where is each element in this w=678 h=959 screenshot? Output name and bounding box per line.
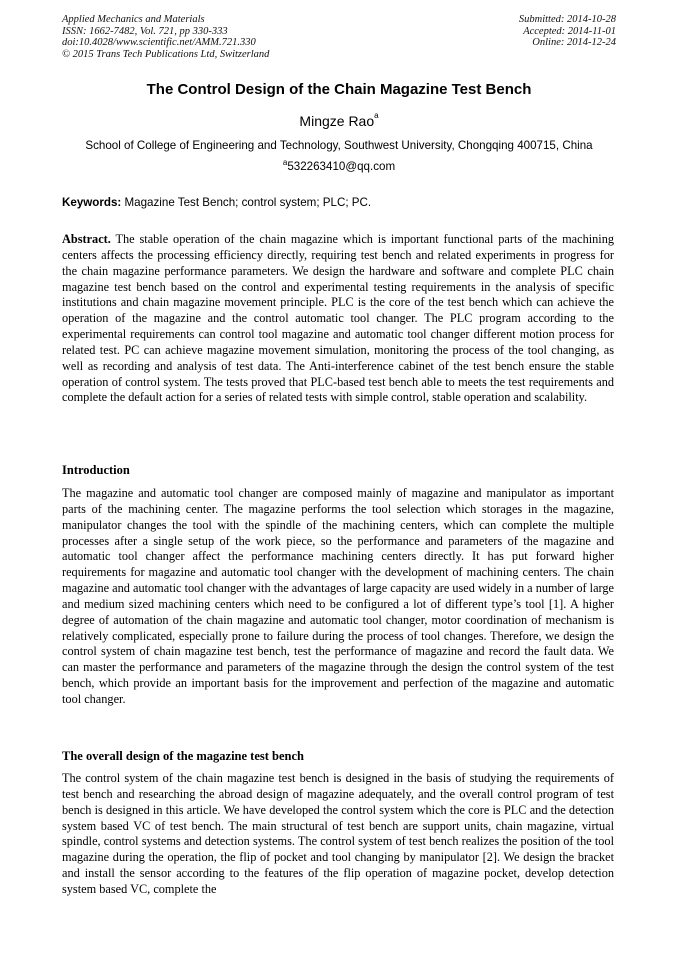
abstract bbox=[62, 232, 614, 406]
author-sup: a bbox=[374, 111, 379, 120]
section-heading-introduction: Introduction bbox=[62, 463, 130, 477]
journal-info bbox=[62, 14, 269, 60]
section-paragraph-introduction: The magazine and automatic tool changer are composed mainly of magazine and manipulator as important parts of the machining center. The magazine performs the tool selection which storages in the magazine, manipulator changes the tool with the spindle of the machining centers, which can complete the multiple processes after a single setup of the work piece, so the performance and parameters of the magazine and automatic tool changer affect the performance machining centers directly. It has put forward higher requirements for magazine and automatic tool changer with the development of machining centers. The chain magazine and automatic tool changer with the advantages of large capacity are used widely in a number of large and medium sized machining centers which need to be configured a lot of different type’s tool [1]. A higher degree of automation of the chain magazine and automatic tool changer, motor coordination of mechanism is relatively complicated, especially prone to failure during the process of tool changes. Therefore, we design the control system of chain magazine test bench, test the performance of magazine and record the fault data. We can master the performance and parameters of the magazine through the design the control system of the test bench, which provide an important basis for the improvement and perfection of the magazine and automatic tool changer. bbox=[62, 486, 615, 706]
issn-line: ISSN: 1662-7482, Vol. 721, pp 330-333 bbox=[62, 25, 228, 37]
affiliation: School of College of Engineering and Technology, Southwest University, Chongqing 400715, China bbox=[85, 139, 593, 152]
email-address: 532263410@qq.com bbox=[287, 160, 396, 173]
doi-line: doi:10.4028/www.scientific.net/AMM.721.330 bbox=[62, 37, 256, 48]
section-heading-overall-design: The overall design of the magazine test bench bbox=[62, 749, 304, 763]
author-email bbox=[0, 160, 678, 173]
section-paragraph-overall-design: The control system of the chain magazine test bench is designed in the basis of studying the requirements of test bench and researching the abroad design of magazine adequately, and the overall control program of test bench is designed in this article. We have developed the control system which the core is PLC and the detection system based VC of test bench. The main structural of test bench are support units, chain magazine, virtual spindle, control systems and detection systems. The control system of test bench realizes the position of the tool magazine during the operation, the flip of pocket and tool changing by manipulator [2]. We design the bracket and install the sensor according to the features of the flip operation of magazine pocket, develop detection system based VC, complete the bbox=[62, 771, 614, 896]
journal-name: Applied Mechanics and Materials bbox=[62, 14, 205, 25]
author bbox=[0, 113, 678, 129]
submission-dates bbox=[519, 14, 616, 49]
accepted-date: Accepted: 2014-11-01 bbox=[523, 25, 616, 37]
abstract-text: The stable operation of the chain magazine which is important functional parts of the machining centers affects the processing efficiency directly, requiring test bench and related experiments in progress for the chain magazine performance parameters. We design the hardware and software and complete PLC chain magazine test bench based on the control and experimental testing requirements in the analysis of specific institutions and chain magazine movement principle. PLC is the core of the test bench which can achieve the operation of the magazine and the control automatic tool changer. The PLC program according to the experimental requirements can control tool magazine and automatic tool changer different motion process for related test. PC can achieve magazine movement simulation, monitoring the process of the tool changing, as well as recording and analysis of test data. The Anti-interference cabinet of the test bench ensure the stable operation of control system. The tests proved that PLC-based test bench able to meets the test requirements and complete the default action for a series of related tests with simple control, stable operation and scalability. bbox=[62, 232, 614, 405]
keywords bbox=[62, 196, 614, 209]
keywords-text: Magazine Test Bench; control system; PLC; PC. bbox=[121, 196, 372, 209]
author-name: Mingze Rao bbox=[299, 113, 375, 129]
submitted-date: Submitted: 2014-10-28 bbox=[518, 14, 616, 25]
copyright-line: © 2015 Trans Tech Publications Ltd, Switzerland bbox=[62, 48, 270, 60]
keywords-label: Keywords: bbox=[62, 196, 122, 209]
paper-title: The Control Design of the Chain Magazine Test Bench bbox=[146, 81, 532, 98]
online-date: Online: 2014-12-24 bbox=[532, 37, 616, 48]
email-sup: a bbox=[282, 158, 288, 167]
abstract-label: Abstract. bbox=[62, 232, 111, 246]
